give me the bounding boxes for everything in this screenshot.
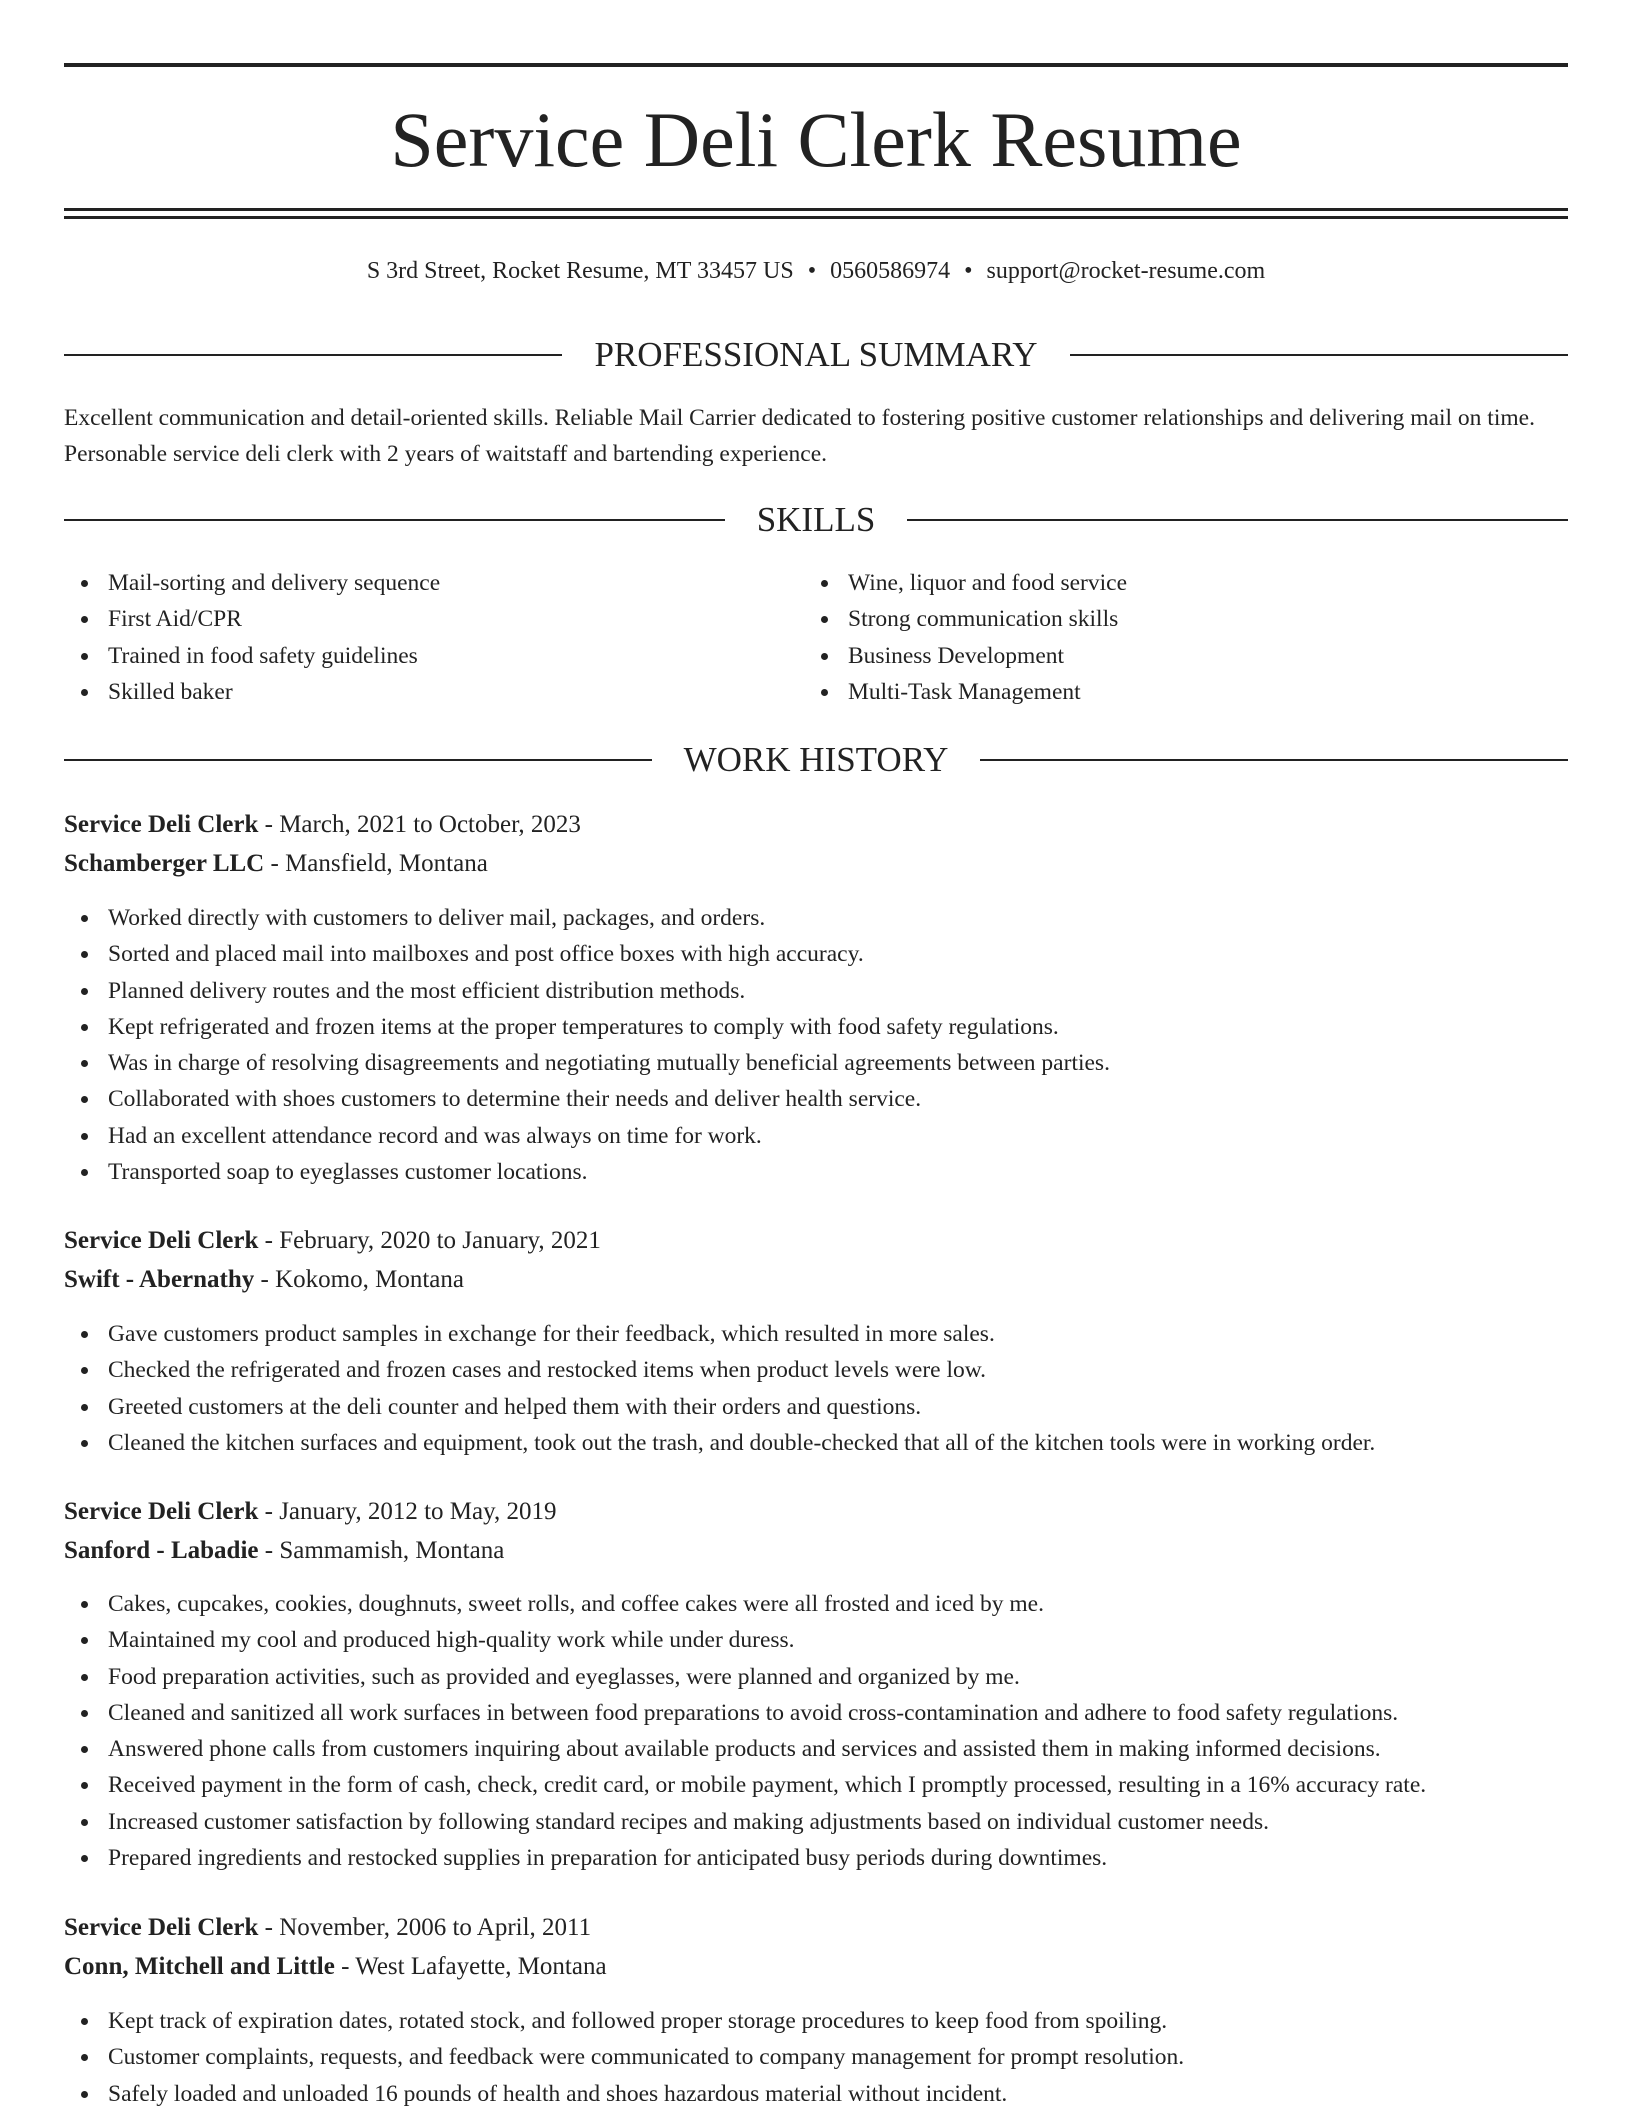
- header-top-rule: [64, 63, 1568, 67]
- job-title-line: Service Deli Clerk - March, 2021 to October, 2023: [64, 811, 581, 838]
- job-bullet: Customer complaints, requests, and feedback were communicated to company management for prompt resolution.: [64, 2039, 1568, 2075]
- skills-section-heading: [64, 500, 1568, 540]
- skill-item: Multi-Task Management: [804, 674, 1504, 710]
- job-company-line: Sanford - Labadie - Sammamish, Montana: [64, 1537, 505, 1564]
- job-bullet: Greeted customers at the deli counter and helped them with their orders and questions.: [64, 1389, 1568, 1425]
- job-bullet: Kept track of expiration dates, rotated stock, and followed proper storage procedures to keep food from spoiling.: [64, 2003, 1568, 2039]
- contact-separator: •: [807, 258, 817, 284]
- skills-list-right: [804, 565, 1504, 710]
- contact-separator: •: [964, 258, 973, 284]
- job-company: Sanford - Labadie: [64, 1537, 259, 1564]
- job-bullet: Sorted and placed mail into mailboxes and post office boxes with high accuracy.: [64, 936, 1568, 972]
- job-bullets: [64, 900, 1568, 1190]
- job-bullets: [64, 1586, 1568, 1876]
- job-bullets: [64, 2003, 1568, 2112]
- job-company: Conn, Mitchell and Little: [64, 1953, 335, 1980]
- job-dates: January, 2012 to May, 2019: [279, 1498, 557, 1525]
- job-bullet: Answered phone calls from customers inquiring about available products and services and assisted them in making informed decisions.: [64, 1731, 1568, 1767]
- job-location: Mansfield, Montana: [285, 850, 488, 877]
- summary-heading-label: PROFESSIONAL SUMMARY: [594, 335, 1038, 374]
- skill-item: Mail-sorting and delivery sequence: [64, 565, 764, 601]
- job-dates: November, 2006 to April, 2011: [279, 1914, 592, 1941]
- job-title-line: Service Deli Clerk - January, 2012 to May, 2019: [64, 1498, 557, 1525]
- work-history-heading-label: WORK HISTORY: [683, 740, 949, 779]
- skill-item: Wine, liquor and food service: [804, 565, 1504, 601]
- job-bullet: Collaborated with shoes customers to determine their needs and deliver health service.: [64, 1081, 1568, 1117]
- job-title-line: Service Deli Clerk - February, 2020 to January, 2021: [64, 1227, 601, 1254]
- heading-rule-right: [1070, 354, 1568, 356]
- work-history-section-heading: [64, 740, 1568, 780]
- contact-phone: 0560586974: [830, 258, 951, 284]
- job-title: Service Deli Clerk: [64, 1498, 259, 1525]
- job-bullet: Checked the refrigerated and frozen cases and restocked items when product levels were low.: [64, 1352, 1568, 1388]
- job-dates: March, 2021 to October, 2023: [279, 811, 581, 838]
- job-title-line: Service Deli Clerk - November, 2006 to April, 2011: [64, 1914, 592, 1941]
- job-bullet: Cleaned and sanitized all work surfaces in between food preparations to avoid cross-contamination and adhere to food safety regulations.: [64, 1695, 1568, 1731]
- job-company-line: Swift - Abernathy - Kokomo, Montana: [64, 1266, 464, 1293]
- job-bullet: Was in charge of resolving disagreements and negotiating mutually beneficial agreements between parties.: [64, 1045, 1568, 1081]
- job-bullet: Maintained my cool and produced high-quality work while under duress.: [64, 1622, 1568, 1658]
- professional-summary-text: Excellent communication and detail-oriented skills. Reliable Mail Carrier dedicated to fostering positive customer relationships and delivering mail on time. Personable service deli clerk with 2 years of waitstaff and bartending experience.: [64, 405, 1535, 467]
- header-double-rule-upper: [64, 208, 1568, 211]
- job-bullet: Had an excellent attendance record and was always on time for work.: [64, 1118, 1568, 1154]
- job-bullets: [64, 1316, 1568, 1461]
- skill-item: Trained in food safety guidelines: [64, 638, 764, 674]
- job-location: Kokomo, Montana: [275, 1266, 464, 1293]
- job-bullet: Increased customer satisfaction by following standard recipes and making adjustments based on individual customer needs.: [64, 1804, 1568, 1840]
- contact-address: S 3rd Street, Rocket Resume, MT 33457 US: [366, 258, 794, 284]
- heading-rule-right: [980, 759, 1568, 761]
- skills-heading-label: SKILLS: [756, 500, 876, 539]
- job-bullet: Cleaned the kitchen surfaces and equipment, took out the trash, and double-checked that all of the kitchen tools were in working order.: [64, 1425, 1568, 1461]
- heading-rule-left: [64, 519, 725, 521]
- skill-item: Skilled baker: [64, 674, 764, 710]
- job-bullet: Cakes, cupcakes, cookies, doughnuts, sweet rolls, and coffee cakes were all frosted and iced by me.: [64, 1586, 1568, 1622]
- job-title: Service Deli Clerk: [64, 1227, 259, 1254]
- job-bullet: Gave customers product samples in exchange for their feedback, which resulted in more sales.: [64, 1316, 1568, 1352]
- skill-item: First Aid/CPR: [64, 601, 764, 637]
- skill-item: Strong communication skills: [804, 601, 1504, 637]
- job-title: Service Deli Clerk: [64, 811, 259, 838]
- skills-list-left: [64, 565, 764, 710]
- job-bullet: Kept refrigerated and frozen items at the proper temperatures to comply with food safety regulations.: [64, 1009, 1568, 1045]
- job-company: Schamberger LLC: [64, 850, 265, 877]
- job-location: Sammamish, Montana: [279, 1537, 505, 1564]
- job-company-line: Conn, Mitchell and Little - West Lafayette, Montana: [64, 1953, 607, 1980]
- job-company: Swift - Abernathy: [64, 1266, 255, 1293]
- job-bullet: Food preparation activities, such as provided and eyeglasses, were planned and organized by me.: [64, 1659, 1568, 1695]
- job-title: Service Deli Clerk: [64, 1914, 259, 1941]
- job-bullet: Planned delivery routes and the most efficient distribution methods.: [64, 973, 1568, 1009]
- heading-rule-left: [64, 354, 562, 356]
- heading-rule-left: [64, 759, 652, 761]
- job-bullet: Received payment in the form of cash, check, credit card, or mobile payment, which I promptly processed, resulting in a 16% accuracy rate.: [64, 1767, 1568, 1803]
- job-bullet: Prepared ingredients and restocked supplies in preparation for anticipated busy periods during downtimes.: [64, 1840, 1568, 1876]
- contact-line: [0, 253, 1632, 289]
- contact-email: support@rocket-resume.com: [986, 258, 1266, 284]
- job-bullet: Worked directly with customers to deliver mail, packages, and orders.: [64, 900, 1568, 936]
- skill-item: Business Development: [804, 638, 1504, 674]
- job-bullet: Safely loaded and unloaded 16 pounds of health and shoes hazardous material without incident.: [64, 2076, 1568, 2112]
- job-dates: February, 2020 to January, 2021: [279, 1227, 601, 1254]
- job-company-line: Schamberger LLC - Mansfield, Montana: [64, 850, 488, 877]
- job-bullet: Transported soap to eyeglasses customer locations.: [64, 1154, 1568, 1190]
- summary-section-heading: [64, 335, 1568, 375]
- header-double-rule-lower: [64, 216, 1568, 219]
- job-location: West Lafayette, Montana: [355, 1953, 607, 1980]
- resume-title: Service Deli Clerk Resume: [390, 96, 1242, 183]
- heading-rule-right: [907, 519, 1568, 521]
